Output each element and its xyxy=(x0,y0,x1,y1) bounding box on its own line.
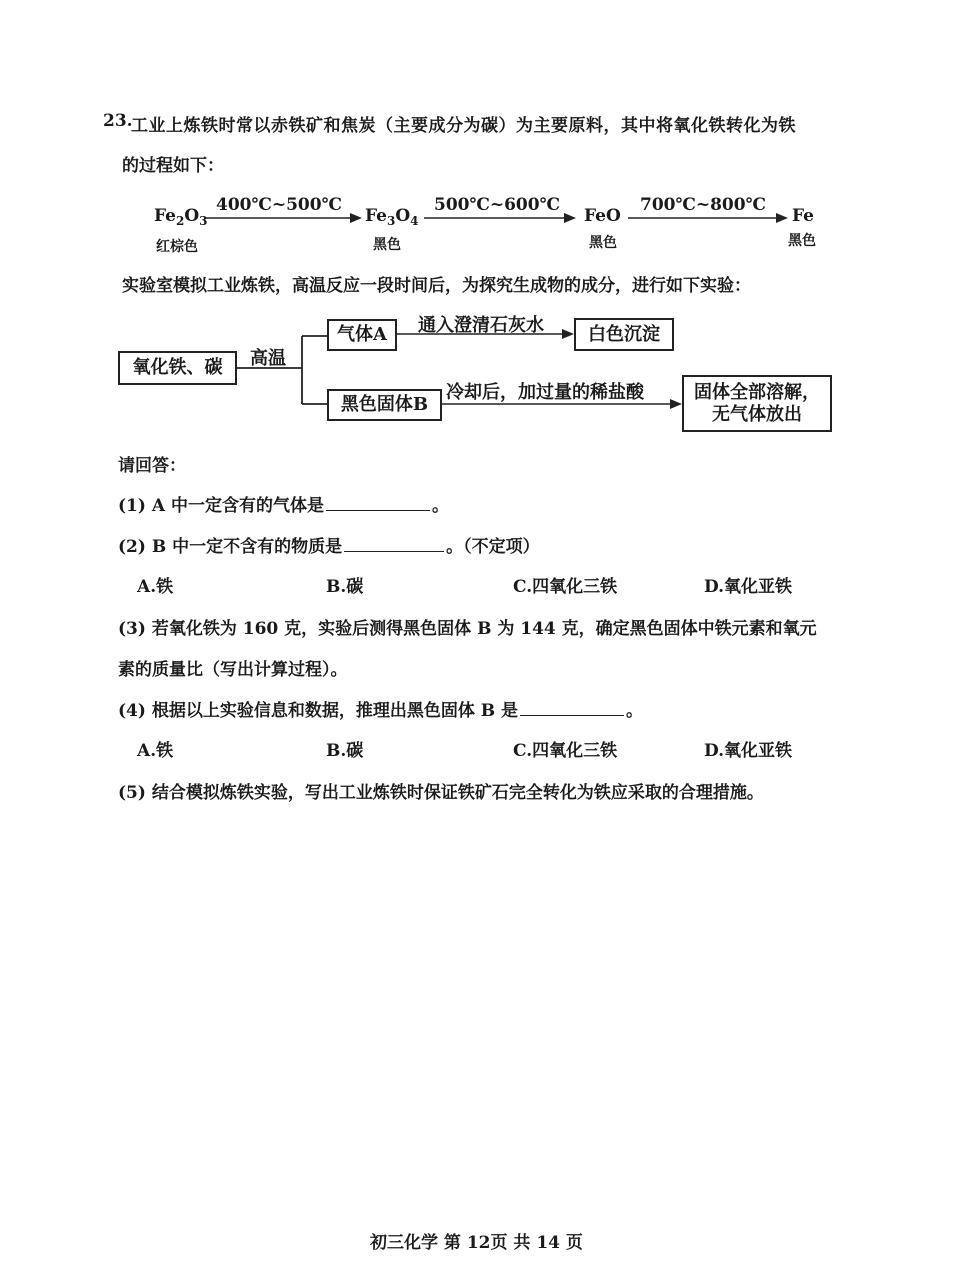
solid-result-box xyxy=(682,375,832,432)
q4-option-d[interactable]: D.氧化亚铁 xyxy=(704,741,793,761)
q2-option-d[interactable]: D.氧化亚铁 xyxy=(704,577,793,597)
solid-step-label: 冷却后，加过量的稀盐酸 xyxy=(446,382,644,403)
q2-option-b[interactable]: B.碳 xyxy=(326,577,364,597)
color-label-fe2o3: 红棕色 xyxy=(156,239,198,255)
q4-answer-blank[interactable] xyxy=(520,715,624,716)
q5-text: (5) 结合模拟炼铁实验，写出工业炼铁时保证铁矿石完全转化为铁应采取的合理措施。 xyxy=(118,783,764,803)
q4-suffix: 。 xyxy=(626,701,644,721)
q4-text: (4) 根据以上实验信息和数据，推理出黑色固体 B 是 xyxy=(118,701,519,721)
lab-intro: 实验室模拟工业炼铁，高温反应一段时间后，为探究生成物的成分，进行如下实验： xyxy=(122,276,751,296)
q2-text: (2) B 中一定不含有的物质是 xyxy=(118,537,343,557)
question-intro-line2: 的过程如下： xyxy=(122,156,224,176)
gas-result-box: 白色沉淀 xyxy=(574,318,674,351)
q2-option-c[interactable]: C.四氧化三铁 xyxy=(513,577,618,597)
formula-fe3o4 xyxy=(365,206,419,228)
arrow-label-1: 400℃~500℃ xyxy=(216,195,342,215)
solid-result-line2: 无气体放出 xyxy=(712,403,802,425)
fe3o4-o: O xyxy=(395,206,411,226)
q3-line2: 素的质量比（写出计算过程）。 xyxy=(118,660,348,680)
fe2o3-fe: Fe xyxy=(154,206,176,226)
arrow-label-2: 500℃~600℃ xyxy=(434,195,560,215)
q1-answer-blank[interactable] xyxy=(326,510,430,511)
q4-option-c[interactable]: C.四氧化三铁 xyxy=(513,741,618,761)
gas-step-label: 通入澄清石灰水 xyxy=(418,315,544,336)
q2-suffix: 。（不定项） xyxy=(446,537,540,557)
fe2o3-o: O xyxy=(184,206,200,226)
formula-fe: Fe xyxy=(792,206,814,226)
question-number: 23. xyxy=(103,111,133,131)
q1-text: (1) A 中一定含有的气体是 xyxy=(118,496,324,516)
arrow-label-3: 700℃~800℃ xyxy=(640,195,766,215)
q2-option-a[interactable]: A.铁 xyxy=(137,577,174,597)
q3-line1: (3) 若氧化铁为 160 克，实验后测得黑色固体 B 为 144 克，确定黑色固体中铁元素和氧元 xyxy=(118,619,817,639)
page-footer: 初三化学 第 12页 共 14 页 xyxy=(370,1233,583,1253)
q1-suffix: 。 xyxy=(431,496,449,516)
question-4 xyxy=(118,696,643,721)
color-label-fe3o4: 黑色 xyxy=(373,237,401,253)
color-label-feo: 黑色 xyxy=(589,235,617,251)
fe3o4-sub1: 3 xyxy=(386,214,396,228)
flow-condition-label: 高温 xyxy=(250,348,286,369)
formula-feo: FeO xyxy=(584,206,621,226)
q2-answer-blank[interactable] xyxy=(344,551,444,552)
q4-option-a[interactable]: A.铁 xyxy=(137,741,174,761)
question-2 xyxy=(118,532,540,557)
color-label-fe: 黑色 xyxy=(788,233,816,249)
solid-b-box: 黑色固体B xyxy=(327,389,442,421)
question-1 xyxy=(118,491,449,516)
fe3o4-sub2: 4 xyxy=(410,214,419,228)
question-intro-line1: 工业上炼铁时常以赤铁矿和焦炭（主要成分为碳）为主要原料，其中将氧化铁转化为铁 xyxy=(131,116,796,136)
gas-a-box: 气体A xyxy=(327,319,397,351)
q4-option-b[interactable]: B.碳 xyxy=(326,741,364,761)
flow-start-box: 氧化铁、碳 xyxy=(118,351,237,385)
solid-result-line1: 固体全部溶解， xyxy=(694,381,820,403)
formula-fe2o3 xyxy=(154,206,208,228)
answer-prompt: 请回答： xyxy=(118,456,186,476)
fe3o4-fe: Fe xyxy=(365,206,387,226)
fe2o3-sub2: 3 xyxy=(199,214,208,228)
fe2o3-sub1: 2 xyxy=(175,214,185,228)
